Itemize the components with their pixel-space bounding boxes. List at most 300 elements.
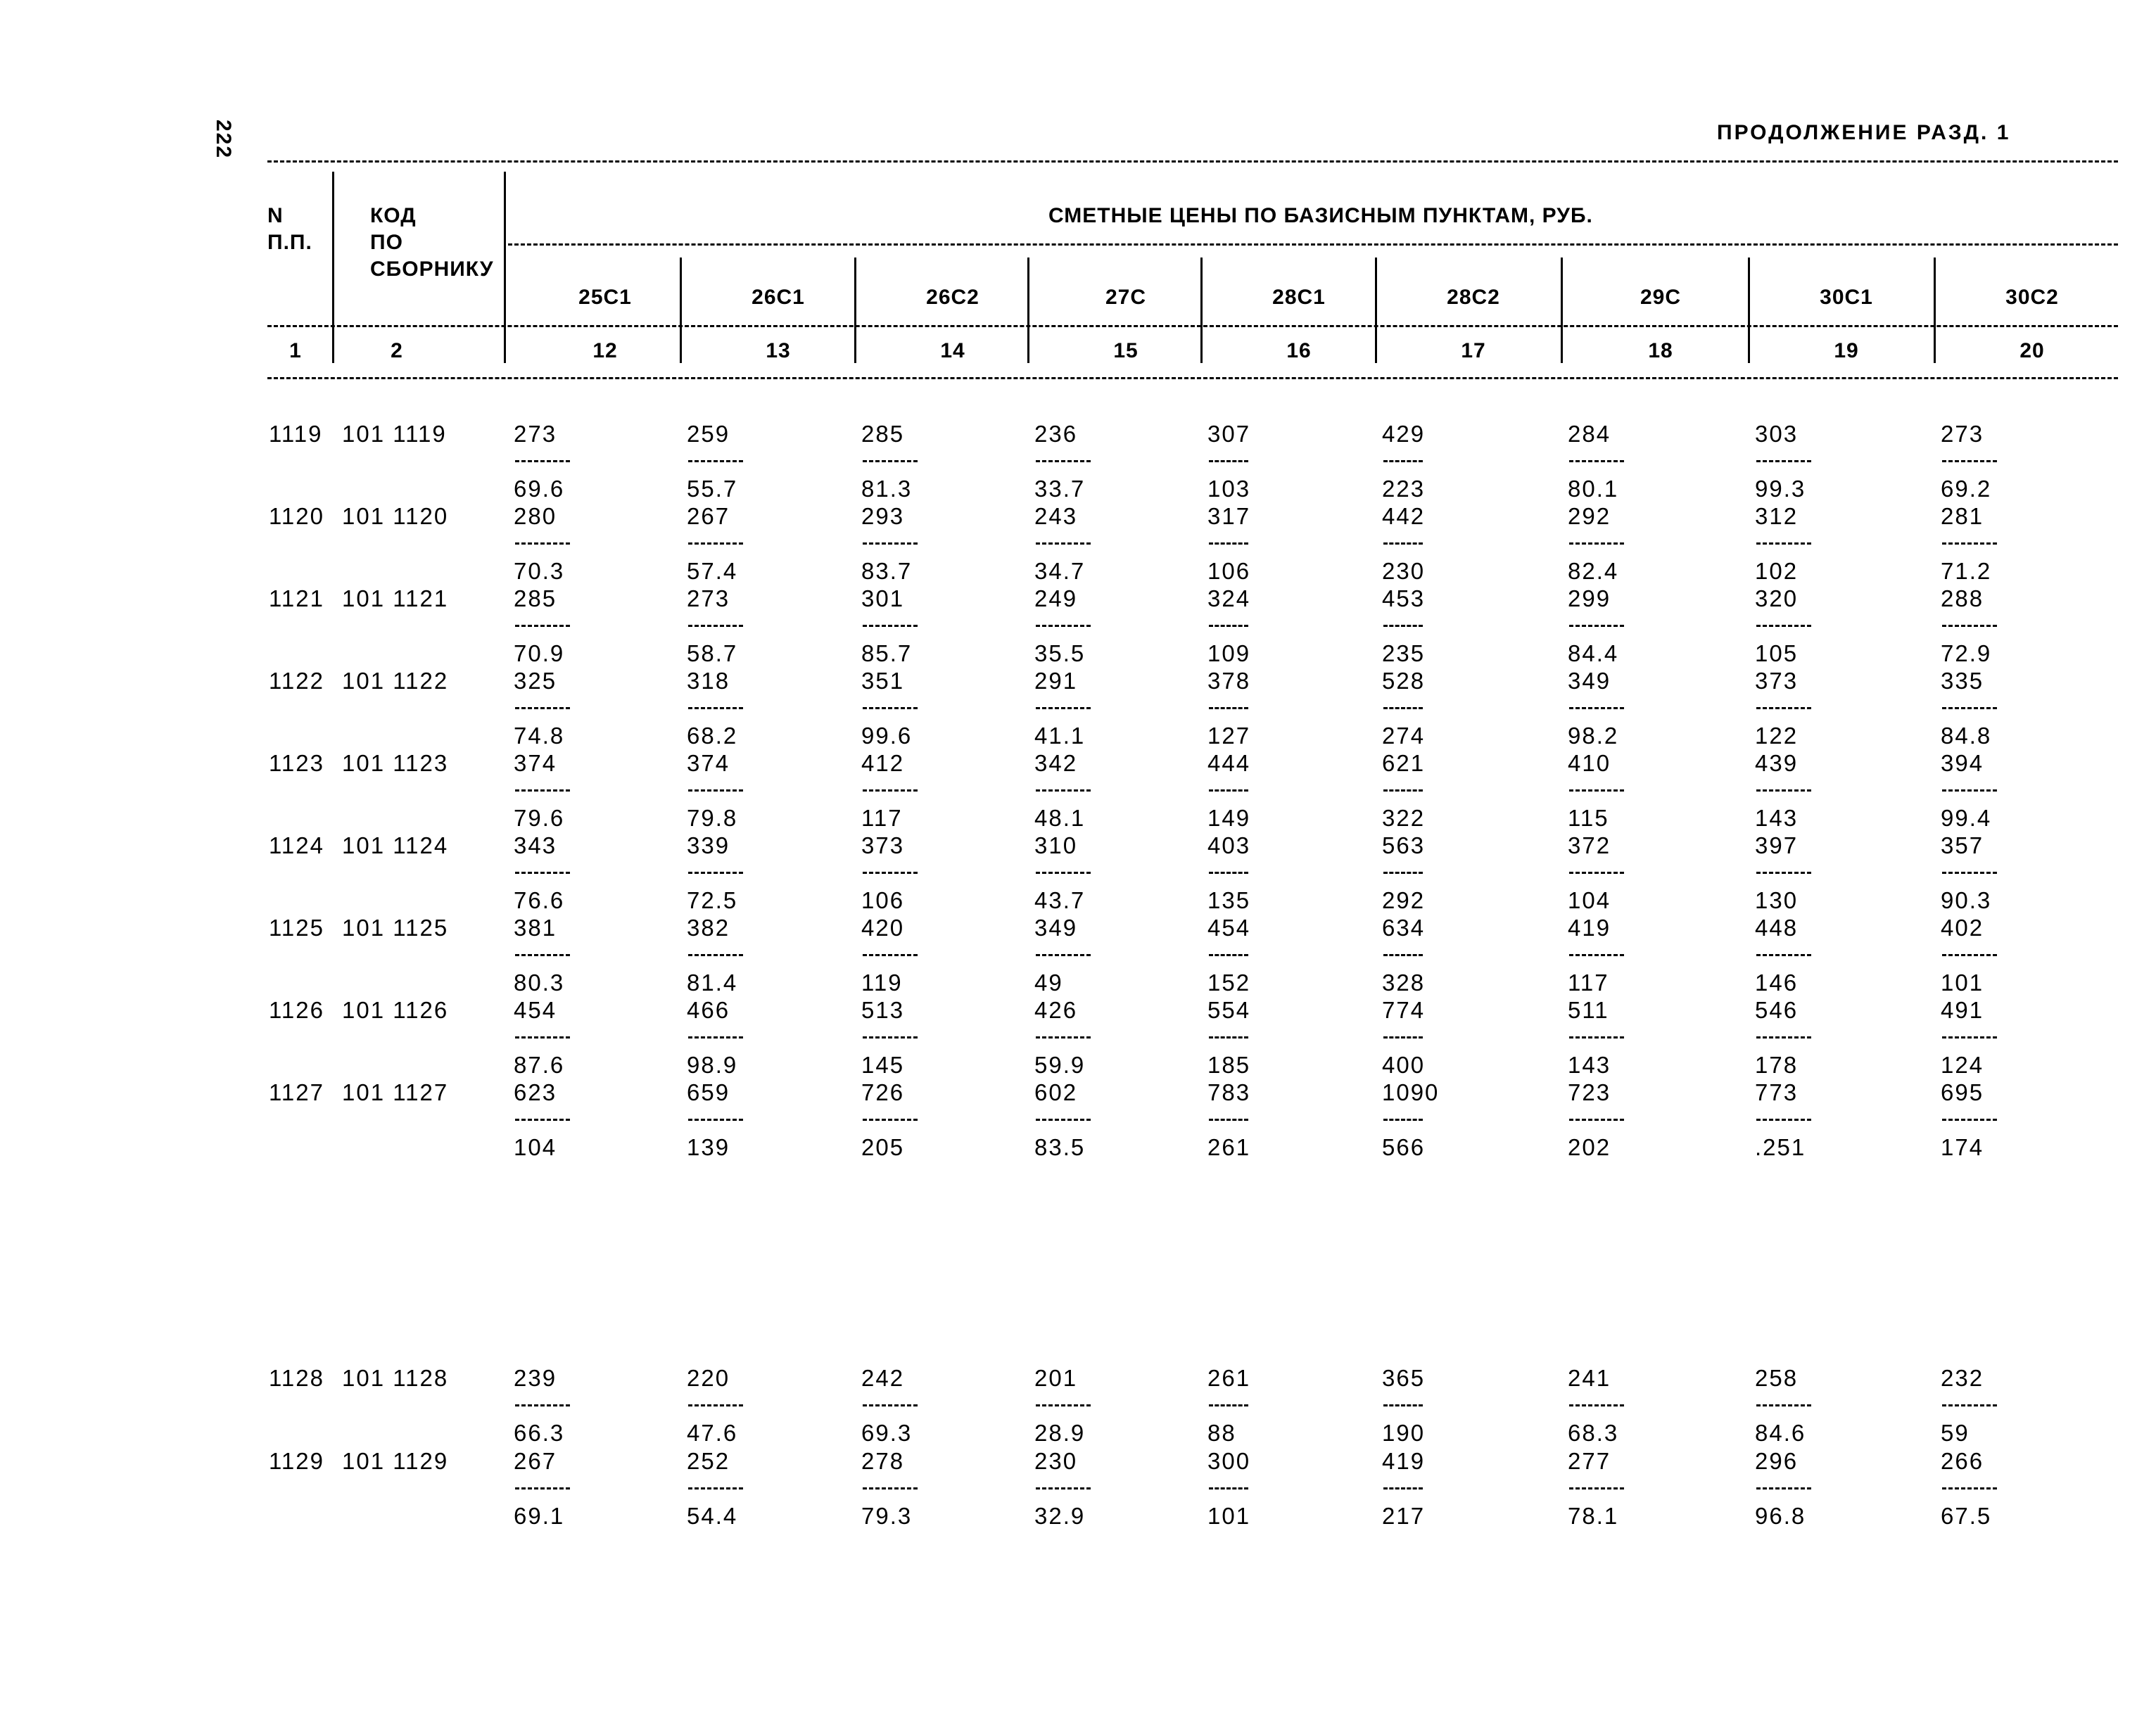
rule-point-2 — [854, 258, 856, 363]
price-numerator: 310 — [1034, 832, 1078, 858]
price-denominator: 84.6 — [1755, 1420, 1806, 1446]
header-point-28С2: 28С2 — [1447, 286, 1500, 309]
price-numerator: 349 — [1034, 915, 1078, 941]
fraction-bar — [863, 872, 918, 874]
rule-code-prices — [504, 172, 506, 363]
price-denominator: 66.3 — [514, 1420, 565, 1446]
price-denominator: 70.3 — [514, 558, 565, 584]
row-code: 101 1121 — [342, 585, 449, 611]
fraction-bar — [1209, 460, 1248, 462]
price-denominator: 101 — [1207, 1503, 1251, 1529]
price-denominator: 72.9 — [1941, 640, 1992, 666]
price-denominator: 135 — [1207, 887, 1251, 913]
fraction-bar — [688, 1404, 743, 1406]
fraction-bar — [1942, 954, 1997, 956]
fraction-bar — [1942, 542, 1997, 545]
price-numerator: 280 — [514, 503, 557, 529]
price-numerator: 285 — [514, 585, 557, 611]
column-number-17: 17 — [1461, 339, 1486, 362]
row-number: 1121 — [269, 585, 324, 611]
price-denominator: 235 — [1382, 640, 1426, 666]
price-denominator: 101 — [1941, 970, 1984, 996]
price-denominator: 54.4 — [687, 1503, 738, 1529]
header-np-line1: N — [267, 204, 284, 227]
fraction-bar — [863, 542, 918, 545]
page-number: 222 — [212, 120, 235, 160]
price-denominator: 71.2 — [1941, 558, 1992, 584]
price-numerator: 365 — [1382, 1365, 1426, 1391]
fraction-bar — [515, 1404, 570, 1406]
price-numerator: 273 — [1941, 421, 1984, 447]
fraction-bar — [1756, 1119, 1811, 1121]
header-bottom-rule — [267, 377, 2118, 379]
column-number-19: 19 — [1834, 339, 1859, 362]
fraction-bar — [1036, 1487, 1091, 1489]
price-numerator: 325 — [514, 668, 557, 694]
row-number: 1129 — [269, 1448, 324, 1474]
price-denominator: 274 — [1382, 723, 1426, 749]
row-number: 1120 — [269, 503, 324, 529]
price-denominator: 49 — [1034, 970, 1063, 996]
price-numerator: 343 — [514, 832, 557, 858]
fraction-bar — [515, 460, 570, 462]
price-numerator: 277 — [1568, 1448, 1611, 1474]
price-denominator: 74.8 — [514, 723, 565, 749]
price-numerator: 357 — [1941, 832, 1984, 858]
fraction-bar — [1036, 625, 1091, 627]
price-numerator: 602 — [1034, 1079, 1078, 1105]
price-denominator: 43.7 — [1034, 887, 1086, 913]
fraction-bar — [515, 542, 570, 545]
price-numerator: 312 — [1755, 503, 1799, 529]
price-denominator: 70.9 — [514, 640, 565, 666]
price-denominator: 84.8 — [1941, 723, 1992, 749]
row-number: 1122 — [269, 668, 324, 694]
fraction-bar — [863, 460, 918, 462]
price-numerator: 374 — [687, 750, 730, 776]
fraction-bar — [1036, 707, 1091, 709]
price-denominator: 190 — [1382, 1420, 1426, 1446]
fraction-bar — [1209, 789, 1248, 792]
price-denominator: 85.7 — [861, 640, 913, 666]
fraction-bar — [1383, 1404, 1423, 1406]
header-point-29С: 29С — [1640, 286, 1682, 309]
rule-point-3 — [1027, 258, 1029, 363]
fraction-bar — [1209, 954, 1248, 956]
price-numerator: 420 — [861, 915, 905, 941]
price-denominator: 104 — [1568, 887, 1611, 913]
price-numerator: 563 — [1382, 832, 1426, 858]
price-denominator: 205 — [861, 1134, 905, 1160]
fraction-bar — [1942, 707, 1997, 709]
price-numerator: 372 — [1568, 832, 1611, 858]
rule-np-code — [332, 172, 334, 363]
price-numerator: 373 — [861, 832, 905, 858]
price-denominator: 99.3 — [1755, 476, 1806, 502]
row-code: 101 1123 — [342, 750, 449, 776]
fraction-bar — [1942, 460, 1997, 462]
header-point-26С2: 26С2 — [926, 286, 979, 309]
price-numerator: 259 — [687, 421, 730, 447]
fraction-bar — [1569, 707, 1624, 709]
rule-point-4 — [1200, 258, 1203, 363]
price-denominator: 88 — [1207, 1420, 1236, 1446]
price-denominator: 81.3 — [861, 476, 913, 502]
price-denominator: 80.1 — [1568, 476, 1619, 502]
fraction-bar — [863, 1404, 918, 1406]
fraction-bar — [1036, 460, 1091, 462]
price-denominator: 106 — [1207, 558, 1251, 584]
fraction-bar — [1383, 542, 1423, 545]
fraction-bar — [1036, 542, 1091, 545]
fraction-bar — [863, 954, 918, 956]
fraction-bar — [688, 625, 743, 627]
price-denominator: 48.1 — [1034, 805, 1086, 831]
fraction-bar — [1569, 954, 1624, 956]
price-denominator: 32.9 — [1034, 1503, 1086, 1529]
price-numerator: 252 — [687, 1448, 730, 1474]
price-numerator: 335 — [1941, 668, 1984, 694]
row-code: 101 1125 — [342, 915, 449, 941]
price-denominator: 117 — [861, 805, 903, 831]
row-code: 101 1126 — [342, 997, 449, 1023]
fraction-bar — [1383, 625, 1423, 627]
price-denominator: 41.1 — [1034, 723, 1086, 749]
fraction-bar — [1569, 1487, 1624, 1489]
price-denominator: 328 — [1382, 970, 1426, 996]
price-numerator: 419 — [1568, 915, 1611, 941]
price-denominator: 119 — [861, 970, 903, 996]
price-numerator: 351 — [861, 668, 905, 694]
price-denominator: 68.2 — [687, 723, 738, 749]
price-numerator: 342 — [1034, 750, 1078, 776]
fraction-bar — [1756, 542, 1811, 545]
fraction-bar — [863, 1119, 918, 1121]
price-numerator: 299 — [1568, 585, 1611, 611]
row-code: 101 1129 — [342, 1448, 449, 1474]
price-numerator: 1090 — [1382, 1079, 1440, 1105]
header-point-30С1: 30С1 — [1820, 286, 1873, 309]
fraction-bar — [515, 1119, 570, 1121]
price-numerator: 303 — [1755, 421, 1799, 447]
fraction-bar — [1569, 1119, 1624, 1121]
price-numerator: 293 — [861, 503, 905, 529]
price-denominator: 115 — [1568, 805, 1609, 831]
price-denominator: 72.5 — [687, 887, 738, 913]
price-denominator: 57.4 — [687, 558, 738, 584]
fraction-bar — [1383, 789, 1423, 792]
price-denominator: 103 — [1207, 476, 1251, 502]
fraction-bar — [1209, 542, 1248, 545]
fraction-bar — [1756, 625, 1811, 627]
fraction-bar — [1036, 1036, 1091, 1038]
price-denominator: 217 — [1382, 1503, 1426, 1529]
price-denominator: 130 — [1755, 887, 1799, 913]
price-numerator: 273 — [687, 585, 730, 611]
fraction-bar — [515, 707, 570, 709]
fraction-bar — [688, 872, 743, 874]
price-numerator: 300 — [1207, 1448, 1251, 1474]
fraction-bar — [1209, 625, 1248, 627]
price-denominator: 79.3 — [861, 1503, 913, 1529]
price-numerator: 273 — [514, 421, 557, 447]
price-denominator: 109 — [1207, 640, 1251, 666]
fraction-bar — [1209, 1119, 1248, 1121]
fraction-bar — [1756, 872, 1811, 874]
price-numerator: 634 — [1382, 915, 1426, 941]
fraction-bar — [1756, 954, 1811, 956]
price-numerator: 394 — [1941, 750, 1984, 776]
points-rule — [267, 325, 2118, 327]
price-numerator: 267 — [514, 1448, 557, 1474]
price-denominator: 47.6 — [687, 1420, 738, 1446]
price-numerator: 466 — [687, 997, 730, 1023]
price-numerator: 774 — [1382, 997, 1426, 1023]
fraction-bar — [1756, 1404, 1811, 1406]
fraction-bar — [1383, 1119, 1423, 1121]
price-numerator: 242 — [861, 1365, 905, 1391]
price-denominator: 87.6 — [514, 1052, 565, 1078]
fraction-bar — [1569, 542, 1624, 545]
price-denominator: 106 — [861, 887, 905, 913]
price-denominator: 69.2 — [1941, 476, 1992, 502]
fraction-bar — [1036, 789, 1091, 792]
fraction-bar — [688, 460, 743, 462]
fraction-bar — [688, 1036, 743, 1038]
price-denominator: 146 — [1755, 970, 1799, 996]
price-denominator: 83.5 — [1034, 1134, 1086, 1160]
fraction-bar — [1942, 789, 1997, 792]
price-numerator: 448 — [1755, 915, 1799, 941]
fraction-bar — [1569, 872, 1624, 874]
fraction-bar — [515, 954, 570, 956]
rule-point-1 — [680, 258, 682, 363]
price-numerator: 511 — [1568, 997, 1609, 1023]
fraction-bar — [515, 789, 570, 792]
price-denominator: 81.4 — [687, 970, 738, 996]
price-numerator: 267 — [687, 503, 730, 529]
price-denominator: 67.5 — [1941, 1503, 1992, 1529]
price-denominator: 124 — [1941, 1052, 1984, 1078]
price-numerator: 320 — [1755, 585, 1799, 611]
rule-point-8 — [1934, 258, 1936, 363]
rule-point-7 — [1748, 258, 1750, 363]
price-denominator: 83.7 — [861, 558, 913, 584]
fraction-bar — [1209, 1404, 1248, 1406]
price-denominator: 139 — [687, 1134, 730, 1160]
price-denominator: 99.6 — [861, 723, 913, 749]
price-numerator: 261 — [1207, 1365, 1251, 1391]
price-numerator: 397 — [1755, 832, 1799, 858]
fraction-bar — [1383, 460, 1423, 462]
row-code: 101 1119 — [342, 421, 447, 447]
column-number-16: 16 — [1286, 339, 1312, 362]
price-numerator: 266 — [1941, 1448, 1984, 1474]
price-denominator: 59 — [1941, 1420, 1970, 1446]
fraction-bar — [1942, 1036, 1997, 1038]
fraction-bar — [863, 789, 918, 792]
price-denominator: 292 — [1382, 887, 1426, 913]
price-denominator: 261 — [1207, 1134, 1251, 1160]
price-denominator: 78.1 — [1568, 1503, 1619, 1529]
price-denominator: 122 — [1755, 723, 1799, 749]
row-code: 101 1122 — [342, 668, 449, 694]
price-numerator: 285 — [861, 421, 905, 447]
price-numerator: 491 — [1941, 997, 1984, 1023]
price-denominator: 99.4 — [1941, 805, 1992, 831]
fraction-bar — [1569, 1404, 1624, 1406]
fraction-bar — [1383, 954, 1423, 956]
fraction-bar — [1942, 872, 1997, 874]
row-number: 1128 — [269, 1365, 324, 1391]
price-numerator: 301 — [861, 585, 905, 611]
row-number: 1123 — [269, 750, 324, 776]
fraction-bar — [863, 1487, 918, 1489]
price-numerator: 621 — [1382, 750, 1426, 776]
price-numerator: 239 — [514, 1365, 557, 1391]
price-numerator: 281 — [1941, 503, 1984, 529]
price-denominator: .251 — [1755, 1134, 1806, 1160]
header-group-title: СМЕТНЫЕ ЦЕНЫ ПО БАЗИСНЫМ ПУНКТАМ, РУБ. — [1048, 204, 1593, 227]
fraction-bar — [863, 1036, 918, 1038]
price-denominator: 145 — [861, 1052, 905, 1078]
fraction-bar — [1383, 872, 1423, 874]
price-numerator: 249 — [1034, 585, 1078, 611]
price-numerator: 554 — [1207, 997, 1251, 1023]
fraction-bar — [1569, 460, 1624, 462]
price-numerator: 339 — [687, 832, 730, 858]
price-numerator: 454 — [514, 997, 557, 1023]
fraction-bar — [1209, 1487, 1248, 1489]
fraction-bar — [1036, 954, 1091, 956]
price-denominator: 34.7 — [1034, 558, 1086, 584]
price-numerator: 236 — [1034, 421, 1078, 447]
fraction-bar — [1209, 872, 1248, 874]
price-denominator: 149 — [1207, 805, 1251, 831]
price-numerator: 546 — [1755, 997, 1799, 1023]
price-numerator: 284 — [1568, 421, 1611, 447]
column-number-2: 2 — [391, 339, 403, 362]
price-denominator: 76.6 — [514, 887, 565, 913]
column-number-1: 1 — [289, 339, 302, 362]
price-numerator: 230 — [1034, 1448, 1078, 1474]
fraction-bar — [1942, 1487, 1997, 1489]
fraction-bar — [515, 1487, 570, 1489]
price-numerator: 201 — [1034, 1365, 1078, 1391]
header-point-26С1: 26С1 — [752, 286, 805, 309]
price-denominator: 152 — [1207, 970, 1251, 996]
price-denominator: 143 — [1755, 805, 1799, 831]
header-point-27С: 27С — [1105, 286, 1147, 309]
row-number: 1125 — [269, 915, 324, 941]
price-numerator: 402 — [1941, 915, 1984, 941]
price-numerator: 317 — [1207, 503, 1251, 529]
price-numerator: 220 — [687, 1365, 730, 1391]
fraction-bar — [515, 872, 570, 874]
price-numerator: 307 — [1207, 421, 1251, 447]
price-numerator: 439 — [1755, 750, 1799, 776]
column-number-15: 15 — [1113, 339, 1139, 362]
fraction-bar — [515, 1036, 570, 1038]
column-number-18: 18 — [1648, 339, 1673, 362]
price-numerator: 349 — [1568, 668, 1611, 694]
header-top-rule — [267, 160, 2118, 163]
price-denominator: 96.8 — [1755, 1503, 1806, 1529]
price-denominator: 223 — [1382, 476, 1426, 502]
price-denominator: 69.1 — [514, 1503, 565, 1529]
header-code-line2: ПО — [370, 231, 403, 254]
price-denominator: 566 — [1382, 1134, 1426, 1160]
price-numerator: 403 — [1207, 832, 1251, 858]
fraction-bar — [1756, 1036, 1811, 1038]
price-denominator: 35.5 — [1034, 640, 1086, 666]
price-numerator: 291 — [1034, 668, 1078, 694]
price-denominator: 58.7 — [687, 640, 738, 666]
rule-point-5 — [1375, 258, 1377, 363]
price-denominator: 230 — [1382, 558, 1426, 584]
price-numerator: 513 — [861, 997, 905, 1023]
row-number: 1127 — [269, 1079, 324, 1105]
header-code-line1: КОД — [370, 204, 417, 227]
price-numerator: 444 — [1207, 750, 1251, 776]
price-denominator: 105 — [1755, 640, 1799, 666]
row-number: 1126 — [269, 997, 324, 1023]
price-numerator: 241 — [1568, 1365, 1611, 1391]
fraction-bar — [1036, 1404, 1091, 1406]
column-number-14: 14 — [940, 339, 965, 362]
fraction-bar — [863, 707, 918, 709]
price-denominator: 98.9 — [687, 1052, 738, 1078]
fraction-bar — [1036, 872, 1091, 874]
price-numerator: 442 — [1382, 503, 1426, 529]
row-number: 1119 — [269, 421, 323, 447]
fraction-bar — [515, 625, 570, 627]
fraction-bar — [688, 1487, 743, 1489]
fraction-bar — [1383, 1036, 1423, 1038]
price-numerator: 426 — [1034, 997, 1078, 1023]
row-number: 1124 — [269, 832, 324, 858]
fraction-bar — [1756, 789, 1811, 792]
price-numerator: 243 — [1034, 503, 1078, 529]
price-denominator: 117 — [1568, 970, 1609, 996]
price-numerator: 373 — [1755, 668, 1799, 694]
price-denominator: 102 — [1755, 558, 1799, 584]
price-numerator: 292 — [1568, 503, 1611, 529]
price-denominator: 33.7 — [1034, 476, 1086, 502]
price-denominator: 143 — [1568, 1052, 1611, 1078]
price-numerator: 783 — [1207, 1079, 1251, 1105]
fraction-bar — [863, 625, 918, 627]
price-denominator: 400 — [1382, 1052, 1426, 1078]
price-denominator: 69.3 — [861, 1420, 913, 1446]
price-numerator: 410 — [1568, 750, 1611, 776]
price-numerator: 726 — [861, 1079, 905, 1105]
price-numerator: 454 — [1207, 915, 1251, 941]
price-numerator: 429 — [1382, 421, 1426, 447]
fraction-bar — [1383, 707, 1423, 709]
price-numerator: 296 — [1755, 1448, 1799, 1474]
header-point-25С1: 25С1 — [578, 286, 632, 309]
fraction-bar — [688, 707, 743, 709]
price-denominator: 28.9 — [1034, 1420, 1086, 1446]
row-code: 101 1124 — [342, 832, 449, 858]
price-numerator: 723 — [1568, 1079, 1611, 1105]
price-numerator: 232 — [1941, 1365, 1984, 1391]
price-denominator: 90.3 — [1941, 887, 1992, 913]
fraction-bar — [1569, 789, 1624, 792]
price-numerator: 453 — [1382, 585, 1426, 611]
price-numerator: 382 — [687, 915, 730, 941]
